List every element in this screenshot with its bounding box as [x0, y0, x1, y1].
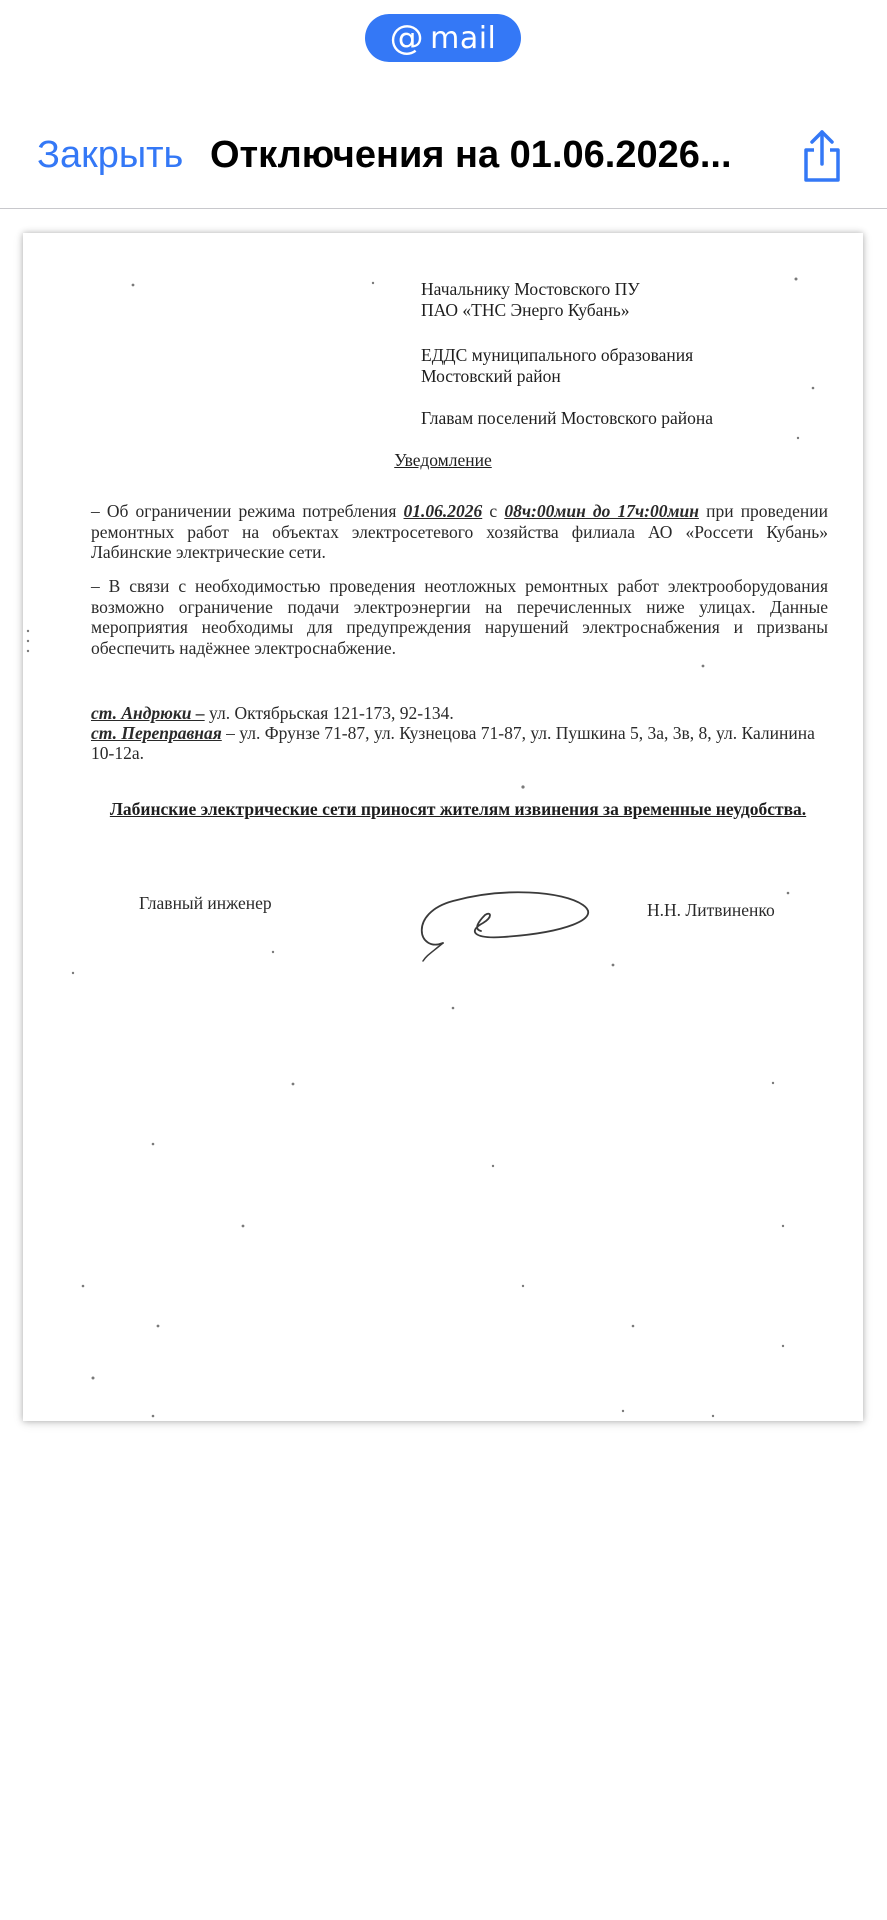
para1-prefix: – Об ограничении режима потребления — [91, 501, 397, 521]
mail-source-badge[interactable] — [365, 14, 521, 62]
close-button[interactable]: Закрыть — [37, 134, 184, 176]
para1-mid: с — [489, 501, 498, 521]
recipient-line: Мостовский район — [421, 366, 561, 386]
document-viewer[interactable] — [0, 209, 887, 1920]
share-icon[interactable] — [798, 128, 846, 184]
street-list-item — [91, 723, 828, 763]
handwritten-signature — [413, 883, 613, 973]
recipient-line: ПАО «ТНС Энерго Кубань» — [421, 300, 630, 320]
street-list: ул. Октябрьская 121-173, 92-134. — [204, 703, 454, 723]
signer-name: Н.Н. Литвиненко — [647, 900, 775, 920]
recipient-line: ЕДДС муниципального образования — [421, 345, 694, 365]
notice-paragraph-1 — [91, 501, 828, 563]
signer-title: Главный инженер — [139, 893, 272, 913]
document-page — [23, 233, 863, 1421]
mail-source-label: mail — [430, 20, 497, 56]
recipient-line: Начальнику Мостовского ПУ — [421, 279, 640, 299]
street-list-item — [91, 703, 828, 723]
recipient-line: Главам поселений Мостовского района — [421, 408, 713, 428]
street-list: – ул. Фрунзе 71-87, ул. Кузнецова 71-87, ул. Пушкина 5, 3а, 3в, 8, ул. Калинина 10-12а. — [91, 723, 815, 763]
notice-heading: Уведомление — [394, 450, 492, 470]
notice-paragraph-2: – В связи с необходимостью проведения неотложных ремонтных работ электрооборудования возможно ограничение подачи электроэнергии на перечисленных ниже улицах. Данные мероприятия необходимы для предупреждения нарушений электроснабжения и призваны обеспечить надёжнее электроснабжение. — [91, 576, 828, 658]
para1-suffix: при проведении ремонтных работ на объектах электросетевого хозяйства филиала АО «Россети Кубань» Лабинские электрические сети. — [91, 501, 829, 562]
navigation-bar — [0, 120, 887, 209]
at-icon: @ — [389, 18, 425, 58]
locality-name: ст. Переправная — [91, 723, 222, 743]
apology-statement: Лабинские электрические сети приносят жителям извинения за временные неудобства. — [109, 799, 807, 819]
outage-date: 01.06.2026 — [403, 501, 483, 521]
locality-name: ст. Андрюки – — [91, 703, 205, 723]
outage-time: 08ч:00мин до 17ч:00мин — [504, 501, 699, 521]
document-title: Отключения на 01.06.2026... — [210, 134, 732, 176]
